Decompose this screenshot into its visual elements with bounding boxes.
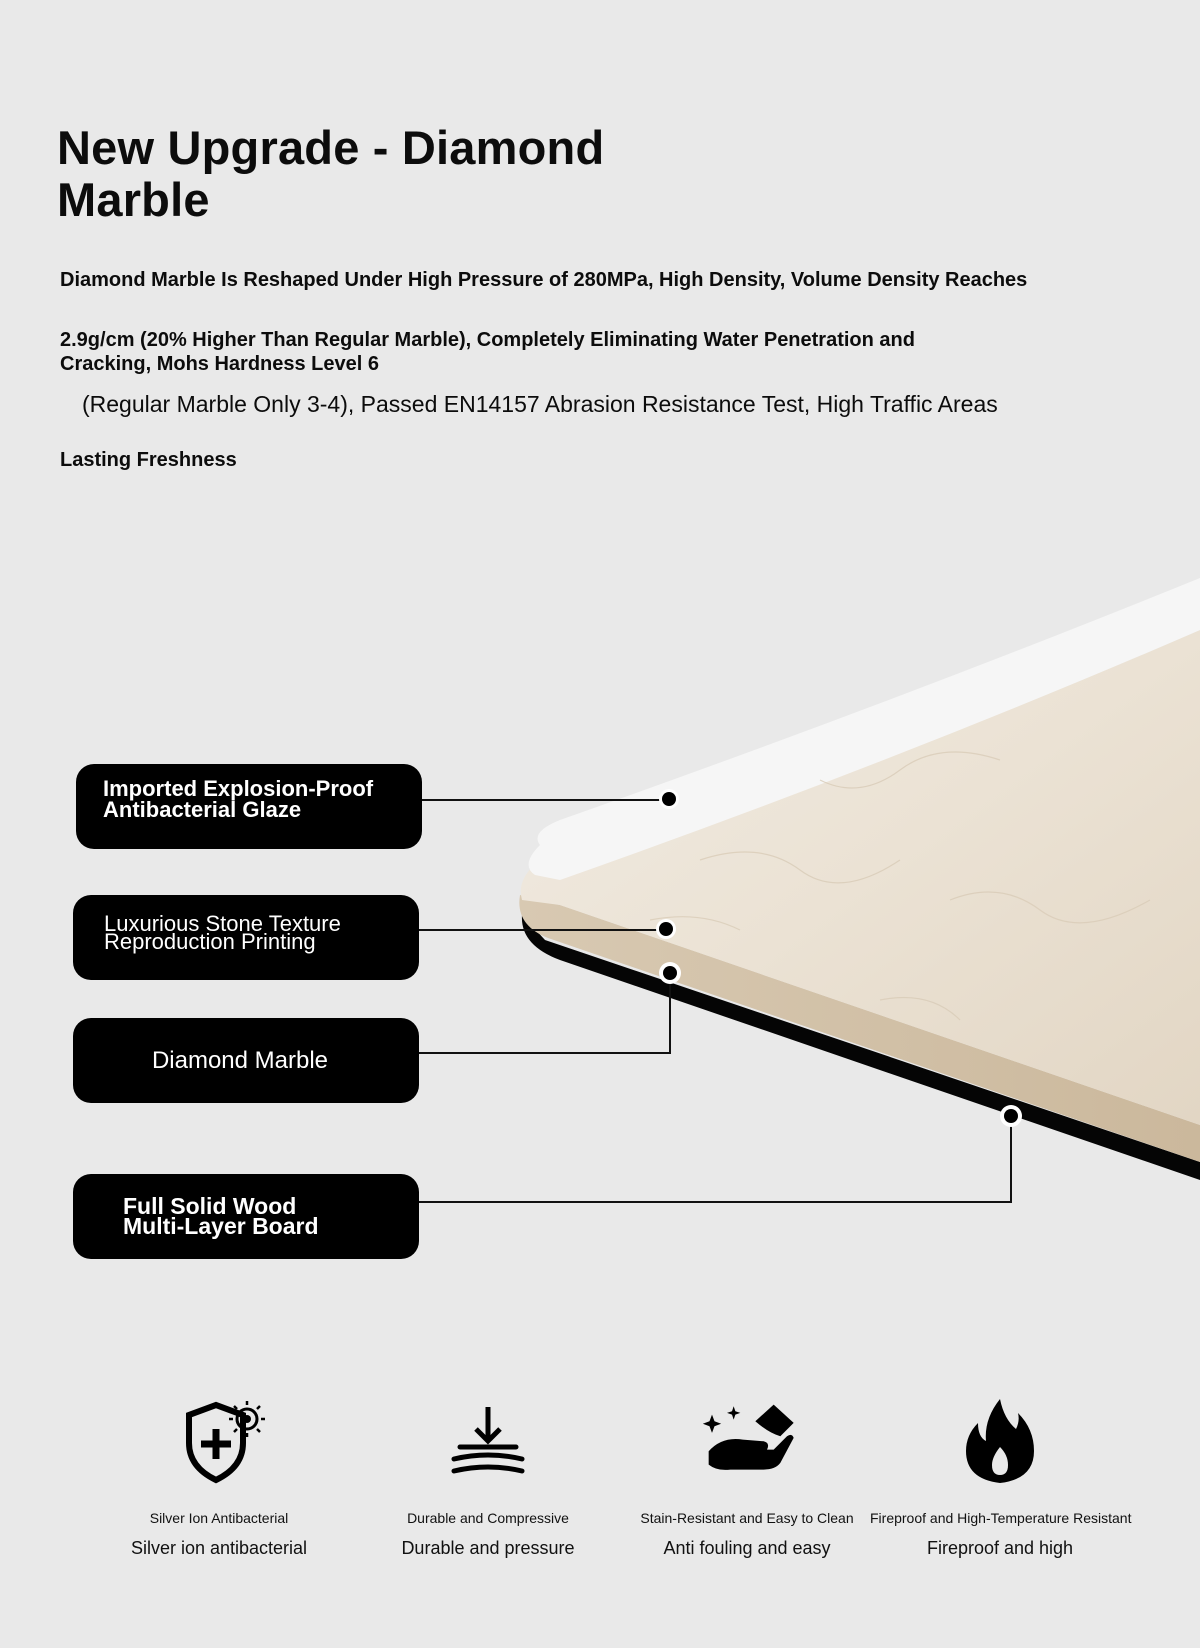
feature-easy-clean	[617, 1395, 877, 1559]
feature-subcaption: Fireproof and high	[926, 1538, 1074, 1558]
page-title: New Upgrade - Diamond Marble	[57, 121, 605, 226]
feature-caption: Fireproof and High-Temperature Resistant	[870, 1510, 1132, 1526]
shield-plus-germ-icon	[169, 1395, 269, 1490]
layer-label-line: Antibacterial Glaze	[103, 797, 302, 822]
layer-label-line: Full Solid Wood	[123, 1193, 297, 1219]
feature-subcaption: Durable and pressure	[401, 1538, 575, 1558]
feature-durable	[358, 1395, 618, 1559]
flame-icon	[950, 1395, 1050, 1490]
feature-antibacterial	[89, 1395, 349, 1559]
description-line-2: 2.9g/cm (20% Higher Than Regular Marble), Completely Eliminating Water Penetration and Cracking, Mohs Hardness Level 6	[60, 329, 915, 375]
feature-caption: Durable and Compressive	[407, 1510, 569, 1526]
description-line-3: (Regular Marble Only 3-4), Passed EN14157 Abrasion Resistance Test, High Traffic Areas	[82, 391, 998, 417]
feature-caption: Silver Ion Antibacterial	[149, 1510, 289, 1526]
description-line-4: Lasting Freshness	[60, 449, 237, 471]
layer-label-line: Luxurious Stone Texture	[104, 911, 341, 936]
feature-caption: Stain-Resistant and Easy to Clean	[640, 1510, 854, 1526]
layer-label-wood-board	[73, 1174, 419, 1259]
clean-hand-sparkle-icon	[697, 1395, 797, 1490]
feature-fireproof	[870, 1395, 1130, 1559]
description-line-1: Diamond Marble Is Reshaped Under High Pressure of 280MPa, High Density, Volume Density Reaches	[60, 269, 1028, 291]
pressure-arrow-icon	[438, 1395, 538, 1490]
layer-label-printing	[73, 895, 419, 980]
feature-subcaption: Anti fouling and easy	[663, 1538, 831, 1558]
layer-label-line: Multi-Layer Board	[123, 1213, 319, 1239]
feature-subcaption: Silver ion antibacterial	[130, 1538, 308, 1558]
layer-label-glaze	[76, 764, 422, 849]
layer-label-line: Imported Explosion-Proof	[103, 776, 374, 801]
layer-label-line: Reproduction Printing	[104, 929, 316, 954]
layer-label-diamond-marble	[73, 1018, 419, 1103]
layer-label-line: Diamond Marble	[151, 1047, 329, 1074]
